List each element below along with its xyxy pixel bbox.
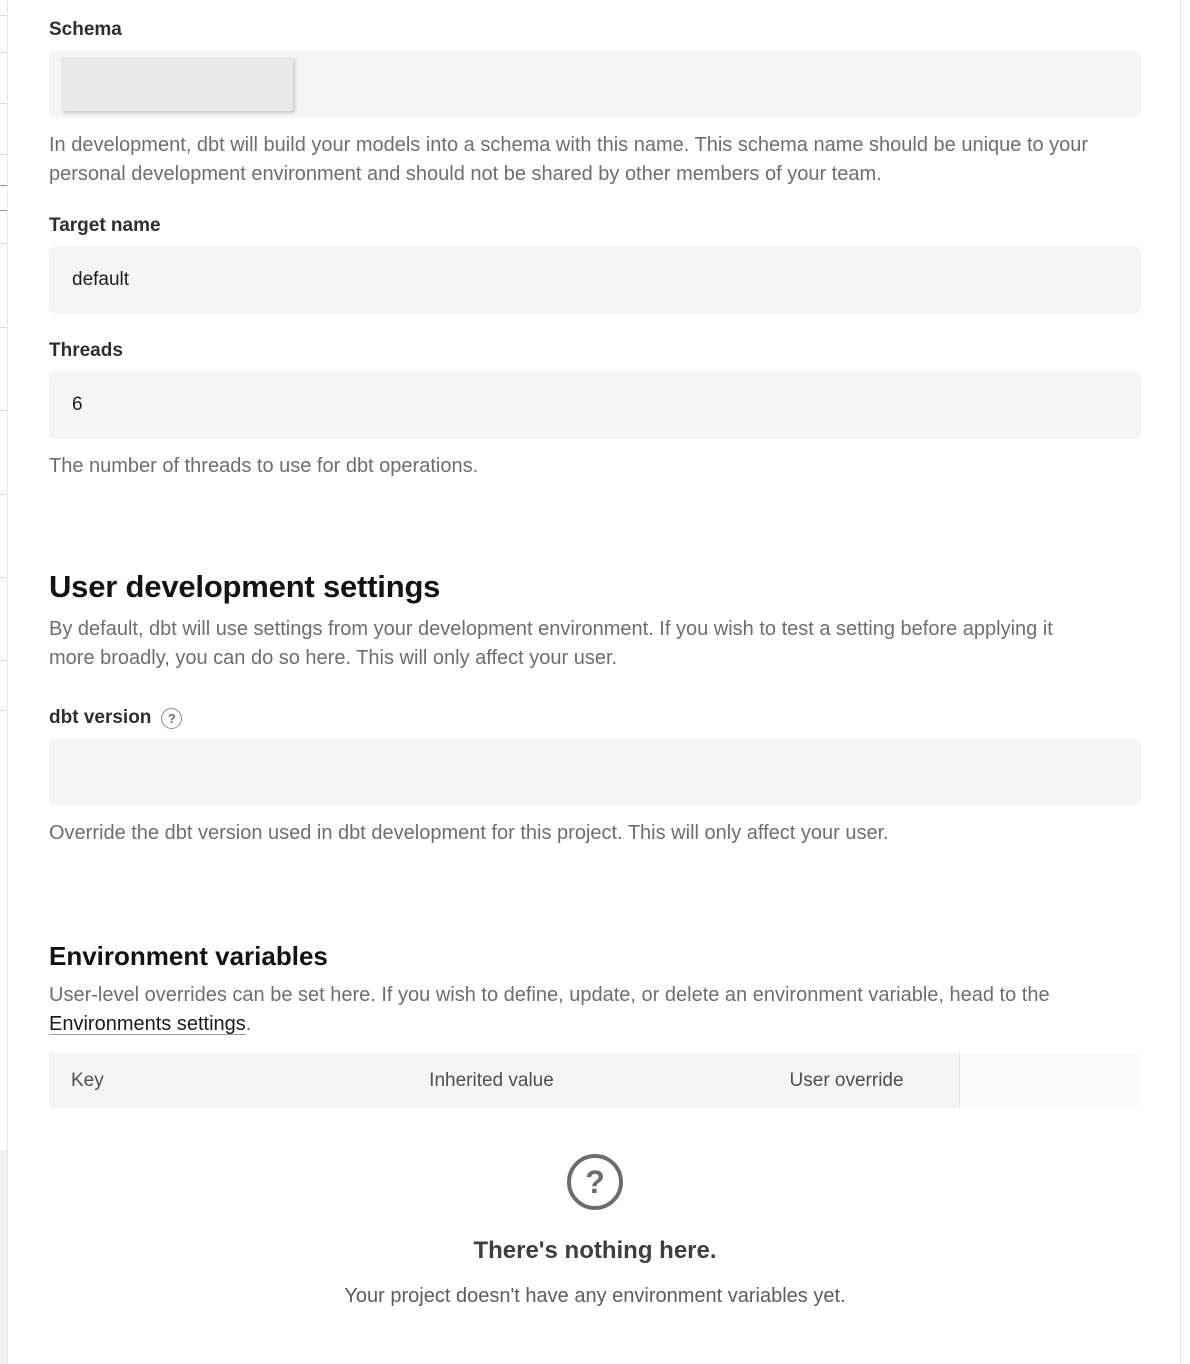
schema-field-group <box>49 19 1141 189</box>
schema-label: Schema <box>49 19 122 40</box>
environment-variables-description-text: User-level overrides can be set here. If you wish to define, update, or delete an environment variable, head to the <box>49 984 1050 1006</box>
environments-settings-link[interactable]: Environments settings <box>49 1013 246 1035</box>
schema-loading-skeleton <box>61 57 293 111</box>
dbt-version-help-text: Override the dbt version used in dbt development for this project. This will only affect your user. <box>49 822 889 844</box>
target-name-input[interactable] <box>49 246 1141 314</box>
user-development-settings-title: User development settings <box>49 569 441 604</box>
target-name-field-group <box>49 215 1141 314</box>
question-mark-help-icon[interactable]: ? <box>161 708 182 729</box>
column-header-actions <box>959 1053 1141 1108</box>
left-panel-edge <box>0 0 8 1364</box>
target-name-label: Target name <box>49 215 161 236</box>
column-header-user-override: User override <box>789 1069 904 1091</box>
empty-state-subtitle: Your project doesn't have any environment variables yet. <box>344 1285 846 1307</box>
user-development-settings-description: By default, dbt will use settings from your development environment. If you wish to test a setting before applying it more broadly, you can do so here. This will only affect your user. <box>49 618 1053 669</box>
user-development-settings-section <box>49 569 1141 848</box>
environment-variables-description-period: . <box>245 1013 252 1035</box>
threads-field-group <box>49 340 1141 481</box>
environment-variables-section <box>49 940 1141 1309</box>
threads-label: Threads <box>49 340 123 361</box>
schema-input[interactable] <box>49 50 1141 118</box>
env-vars-table-header <box>49 1053 1141 1108</box>
env-vars-empty-state <box>49 1154 1141 1309</box>
threads-input[interactable] <box>49 371 1141 439</box>
dbt-version-field-group <box>49 707 1141 848</box>
right-panel-edge <box>1180 0 1181 1364</box>
environment-variables-description <box>49 981 1141 1039</box>
threads-help-text: The number of threads to use for dbt operations. <box>49 455 479 477</box>
empty-state-title: There's nothing here. <box>473 1237 717 1264</box>
environment-variables-title: Environment variables <box>49 941 328 971</box>
schema-help-text: In development, dbt will build your models into a schema with this name. This schema name should be unique to your personal development environment and should not be shared by other members of your team. <box>49 134 1089 185</box>
dbt-version-label: dbt version <box>49 707 152 728</box>
column-header-key: Key <box>71 1069 104 1091</box>
question-mark-circle-icon: ? <box>567 1154 623 1210</box>
dbt-version-input[interactable] <box>49 738 1141 806</box>
column-header-inherited-value: Inherited value <box>429 1069 554 1091</box>
credentials-settings-panel <box>49 0 1141 1309</box>
